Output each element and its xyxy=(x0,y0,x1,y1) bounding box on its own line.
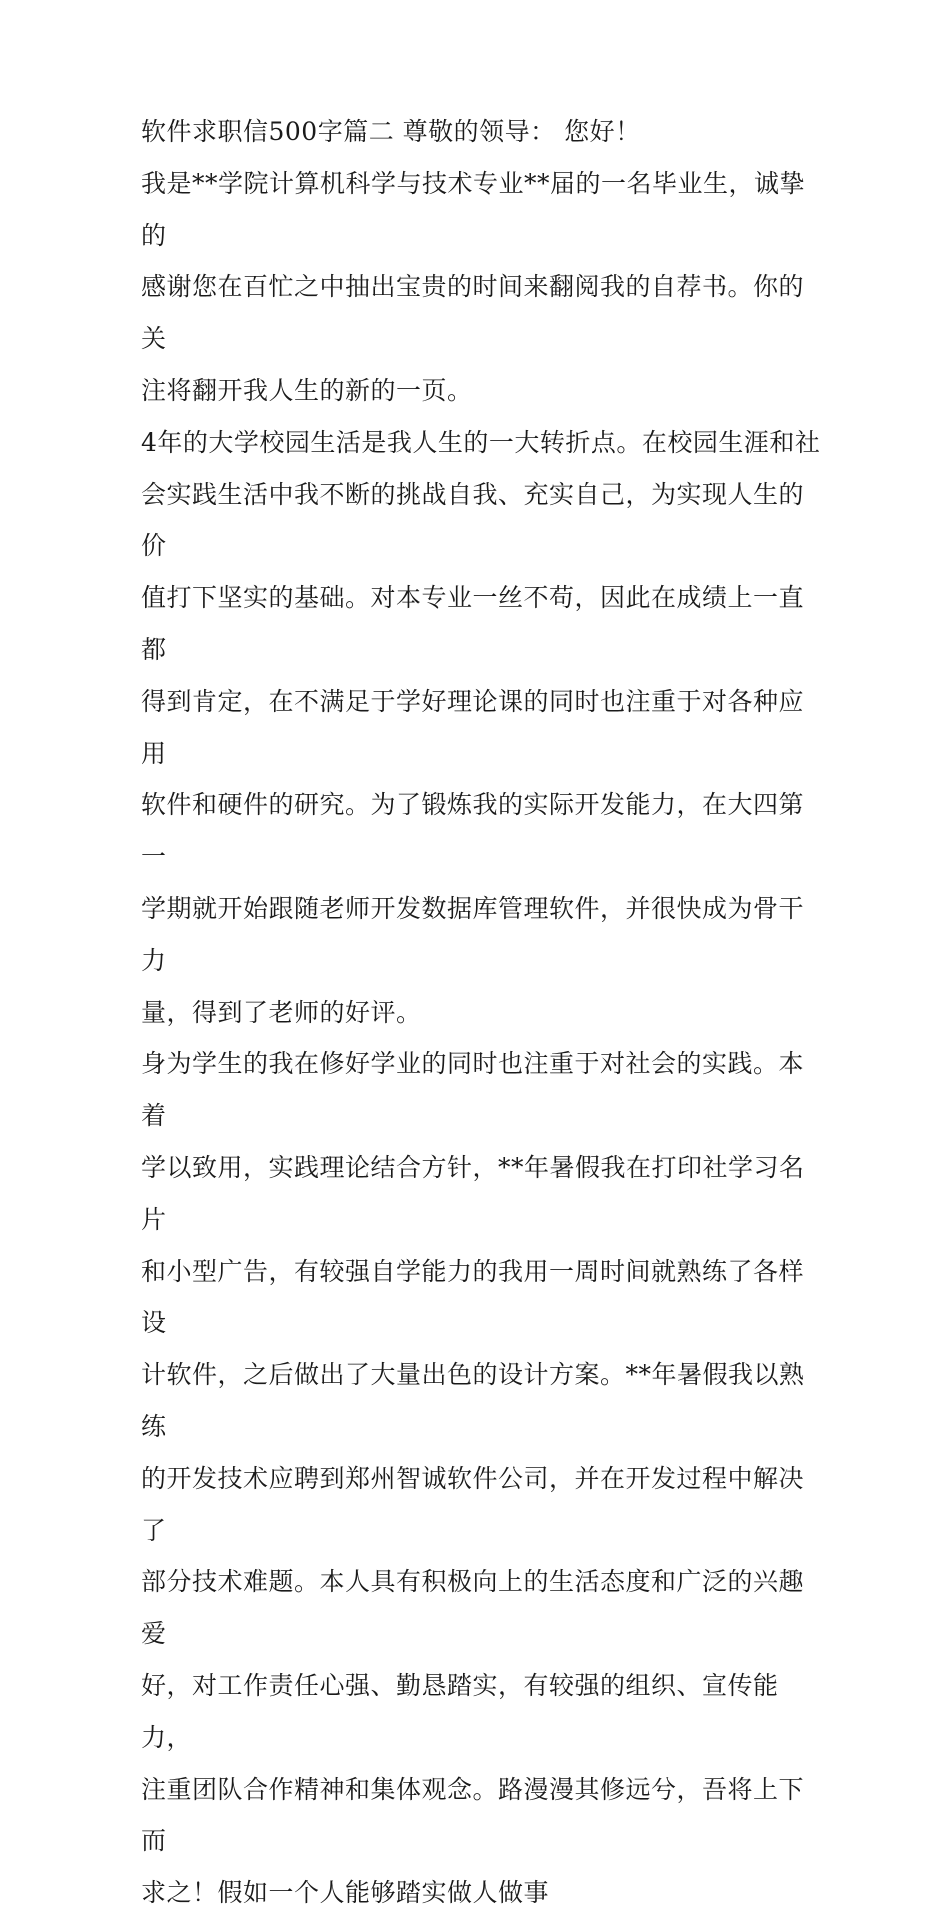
document-body xyxy=(141,106,821,1919)
paragraph-2: 4年的大学校园生活是我人生的一大转折点。在校园生涯和社 会实践生活中我不断的挑战自我、充实自己，为实现人生的价 值打下坚实的基础。对本专业一丝不苟，因此在成绩上一直都 得到肯定，在不满足于学好理论课的同时也注重于对各种应用 软件和硬件的研究。为了锻炼我的实际开发能力，在大四第一 学期就开始跟随老师开发数据库管理软件，并很快成为骨干力 量，得到了老师的好评。 xyxy=(141,427,821,1027)
paragraph-1: 我是**学院计算机科学与技术专业**届的一名毕业生，诚挚的 感谢您在百忙之中抽出宝贵的时间来翻阅我的自荐书。你的关 注将翻开我人生的新的一页。 xyxy=(141,168,806,405)
heading-line: 软件求职信500字篇二 尊敬的领导： 您好！ xyxy=(141,117,641,146)
paragraph-3: 身为学生的我在修好学业的同时也注重于对社会的实践。本着 学以致用，实践理论结合方针，**年暑假我在打印社学习名片 和小型广告，有较强自学能力的我用一周时间就熟练了各样设 计软件，之后做出了大量出色的设计方案。**年暑假我以熟练 的开发技术应聘到郑州智诚软件公司，并在开发过程中解决了 部分技术难题。本人具有积极向上的生活态度和广泛的兴趣爱 好，对工作责任心强、勤恳踏实，有较强的组织、宣传能力， 注重团队合作精神和集体观念。路漫漫其修远兮，吾将上下而 求之！假如一个人能够踏实做人做事 xyxy=(141,1049,805,1908)
